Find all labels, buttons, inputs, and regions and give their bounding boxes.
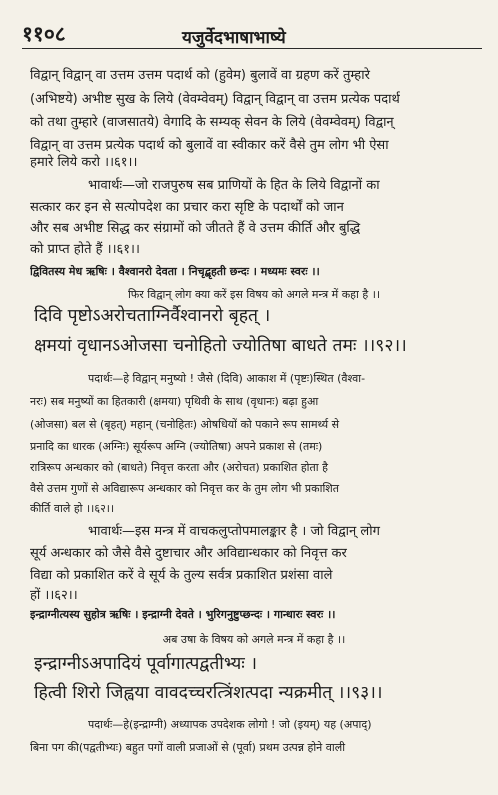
text-line: प्रनादि का धारक (अग्निः) सूर्यरूप अग्नि (ज्योतिषा) अपने प्रकाश से (तमः): [30, 440, 323, 453]
text-line: सत्कार कर इन से सत्योपदेश का प्रचार करा सृष्टि के पदार्थों को जान: [30, 200, 344, 215]
text-line: विद्वान् विद्वान् वा उत्तम उत्तम पदार्थ को (हुवेम) बुलावें वा ग्रहण करें तुम्हारे: [30, 68, 370, 83]
text-line: (अभिष्टये) अभीष्ट सुख के लिये (वेवम्वेवम्) विद्वान् विद्वान् वा उत्तम प्रत्येक पदार्थ: [30, 92, 400, 107]
text-line: हों ।।६२।।: [30, 588, 78, 603]
subject-intro: अब उषा के विषय को अगले मन्त्र में कहा है ।।: [162, 633, 346, 646]
text-line: (ओजसा) बल से (बृहत्) महान् (चनोहितः) ओषधियों को पकाने रूप सामर्थ्य से: [30, 418, 340, 431]
mantra-line: इन्द्राग्नीऽअपादियं पूर्वागात्पद्वतीभ्यः ।: [34, 654, 257, 674]
mantra-line: क्षमयां वृधानऽओजसा चनोहितो ज्योतिषा बाधते तमः ।।९२।।: [34, 336, 407, 356]
mantra-line: दिवि पृष्टोऽअरोचताग्निर्वैश्वानरो बृहत् ।: [34, 306, 271, 326]
subject-intro: फिर विद्वान् लोग क्या करें इस विषय को अगले मन्त्र में कहा है ।।: [127, 288, 381, 301]
text-line: वैसे उत्तम गुणों से अविद्यारूप अन्धकार को निवृत्त कर के तुम लोग भी प्रकाशित: [30, 482, 340, 495]
text-line: सूर्य अन्धकार को जैसे वैसे दुष्टाचार और अविद्यान्धकार को निवृत्त कर: [30, 546, 347, 561]
running-title: यजुर्वेदभाषाभाष्ये: [182, 28, 286, 48]
text-line: विद्या को प्रकाशित करें वे सूर्य के तुल्य सर्वत्र प्रकाशित प्रशंसा वाले: [30, 568, 333, 583]
text-line: बिना पग की(पद्वतीभ्यः) बहुत पगों वाली प्रजाओं से (पूर्वा) प्रथम उत्पन्न होने वाली: [30, 741, 346, 754]
text-line: को तथा तुम्हारे (वाजसातये) वेगादि के सम्यक् सेवन के लिये (वेवम्वेवम्) विद्वान्: [30, 115, 394, 130]
bhavartha-line: भावार्थः—इस मन्त्र में वाचकलुप्तोपमालङ्कार है । जो विद्वान् लोग: [88, 524, 380, 539]
text-line: नरः) सब मनुष्यों का हितकारी (क्षमया) पृथिवी के साथ (वृधानः) बढ़ा हुआ: [30, 395, 319, 408]
rishi-devata-line: इन्द्राग्नीत्यस्य सुहोत्र ऋषिः । इन्द्राग्नी देवते । भुरिगनुष्टुप्छन्दः । गान्धारः स्वरः ।।: [30, 608, 336, 621]
text-line: और सब अभीष्ट सिद्ध कर संग्रामों को जीतते हैं वे उत्तम कीर्ति और बुद्धि: [30, 221, 361, 236]
padartha-line: पदार्थः—हे विद्वान् मनुष्यो ! जैसे (दिवि) आकाश में (पृष्टः)स्थित (वैश्वा-: [88, 372, 366, 385]
bhavartha-line: भावार्थः—जो राजपुरुष सब प्राणियों के हित के लिये विद्वानों का: [88, 178, 380, 193]
page-header: [22, 8, 482, 49]
text-line: रात्रिरूप अन्धकार को (बाधते) निवृत्त करता और (अरोचत) प्रकाशित होता है: [30, 461, 328, 474]
rishi-devata-line: द्विवितस्य मेध ऋषिः । वैश्वानरो देवता । निचृद्बृहती छन्दः । मध्यमः स्वरः ।।: [30, 265, 320, 278]
text-line: विद्वान् वा उत्तम प्रत्येक पदार्थ को बुलावें वा स्वीकार करें वैसे तुम लोग भी ऐसा: [30, 138, 389, 153]
text-line: हमारे लिये करो ।।६१।।: [30, 155, 138, 170]
text-line: को प्राप्त होते हैं ।।६१।।: [30, 242, 140, 257]
text-line: कीर्ति वाले हो ।।६२।।: [30, 502, 115, 515]
padartha-line: पदार्थः—हे(इन्द्राग्नी) अध्यापक उपदेशक लोगो ! जो (इयम्) यह (अपाद्): [88, 718, 372, 731]
page-number: ११०८: [22, 22, 66, 46]
mantra-line: हित्वी शिरो जिह्वया वावदच्चरत्त्रिंशत्पदा न्यक्रमीत् ।।९३।।: [34, 683, 383, 703]
